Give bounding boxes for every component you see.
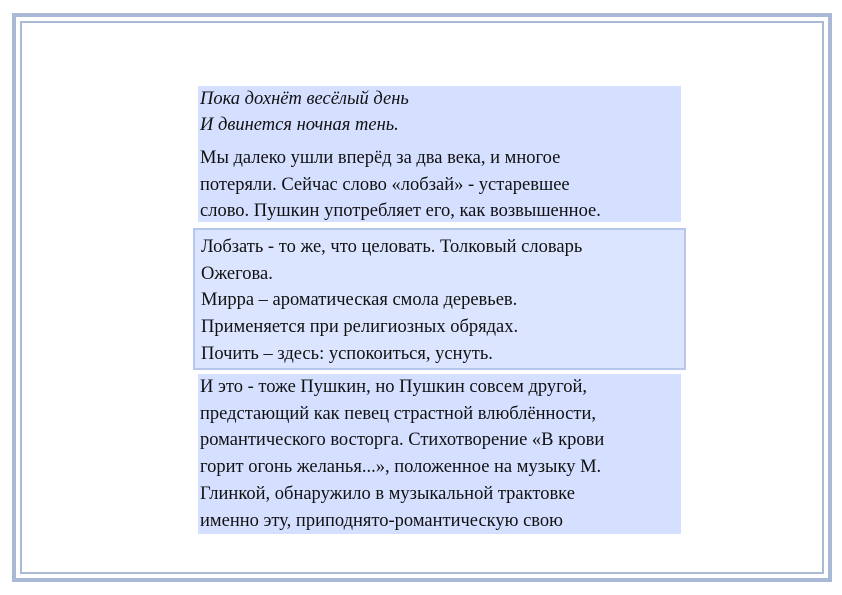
commentary-line: Глинкой, обнаружило в музыкальной трактовке	[200, 483, 575, 504]
poem-comment-line: слово. Пушкин употребляет его, как возвышенное.	[200, 201, 601, 222]
poem-comment	[200, 145, 681, 225]
glossary-line: Лобзать - то же, что целовать. Толковый словарь	[201, 237, 583, 257]
poem-quote	[200, 86, 681, 138]
poem-text-block	[198, 86, 681, 222]
poem-line: Пока дохнёт весёлый день	[200, 89, 409, 109]
commentary-line: романтического восторга. Стихотворение «В крови	[200, 430, 605, 451]
commentary-line: И это - тоже Пушкин, но Пушкин совсем другой,	[200, 377, 588, 397]
glossary-text-block	[193, 228, 686, 370]
commentary-text-block	[198, 374, 681, 534]
commentary-line: предстающий как певец страстной влюблённости,	[200, 403, 596, 424]
glossary-line: Мирра – ароматическая смола деревьев.	[201, 290, 518, 311]
glossary-line: Применяется при религиозных обрядах.	[201, 317, 519, 338]
glossary-line: Ожегова.	[201, 263, 273, 284]
poem-comment-line: потеряли. Сейчас слово «лобзай» - устаревшее	[200, 174, 570, 195]
poem-comment-line: Мы далеко ушли вперёд за два века, и многое	[200, 148, 561, 168]
poem-line: И двинется ночная тень.	[200, 115, 399, 135]
commentary-line: именно эту, приподнято-романтическую свою	[200, 510, 563, 531]
commentary-line: горит огонь желанья...», положенное на музыку М.	[200, 457, 602, 478]
glossary-line: Почить – здесь: успокоиться, уснуть.	[201, 343, 493, 364]
slide-frame-corner	[824, 13, 832, 21]
